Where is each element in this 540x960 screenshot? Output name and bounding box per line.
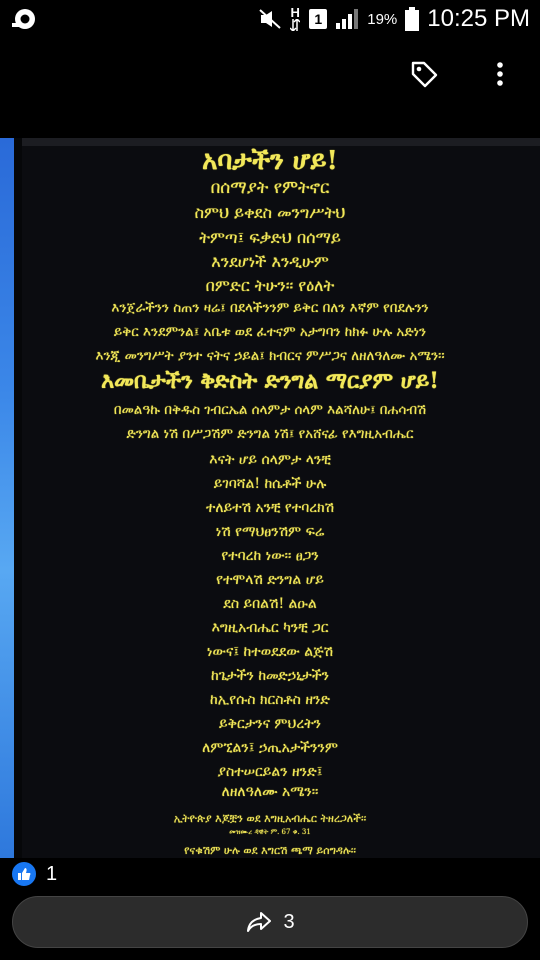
thumbs-up-icon xyxy=(17,867,31,881)
prayer-line: ትምጣ፤ ፍቃድህ በሰማይ xyxy=(199,228,341,247)
prayer-line: ደስ ይበልሽ! ልዑል xyxy=(223,596,317,612)
bible-quote-cut: የናቁሽም ሁሉ ወደ እግርሽ ጫማ ይሰግዳሉ፡፡ xyxy=(184,844,356,857)
prayer-line: ድንግል ነሽ በሥጋሽም ድንግል ነሽ፤ የአሸናፊ የእግዚአብሔር xyxy=(126,426,414,442)
prayer-line: የተሞላሽ ድንግል ሆይ xyxy=(216,572,324,588)
more-options-button[interactable] xyxy=(482,54,518,94)
prayer-line: በምድር ትሁን፡፡ የዕለት xyxy=(205,276,335,295)
status-bar xyxy=(0,0,540,38)
prayer-line: ይቅርታንና ምህረትን xyxy=(218,716,321,732)
prayer-line: ያስተሠርይልን ዘንድ፤ xyxy=(217,764,323,780)
prayer-line: እንጂ መንግሥት ያንተ ናትና ኃይል፤ ክብርና ምሥጋና ለዘለዓለሙ አሜን፡፡ xyxy=(95,348,445,364)
mute-icon xyxy=(259,9,281,29)
prayer-line: ይቅር እንደምንል፤ አቤቱ ወደ ፈተናም አታግባን ከክፉ ሁሉ አድነን xyxy=(113,324,427,340)
prayer-line: ለምኚልን፤ ኃጢአታችንንም xyxy=(202,740,338,756)
like-summary[interactable] xyxy=(10,860,57,888)
battery-icon xyxy=(405,7,419,31)
prayer-line: ከጌታችን ከመድኃኒታችን xyxy=(211,668,329,684)
prayer-title: እመቤታችን ቅድስት ድንግል ማርያም ሆይ! xyxy=(101,368,439,394)
photo-toolbar xyxy=(0,38,540,138)
like-badge xyxy=(10,860,38,888)
signal-icon xyxy=(335,9,359,29)
photo-image[interactable] xyxy=(0,138,540,858)
data-transfer-icon xyxy=(290,19,300,31)
more-vert-icon xyxy=(482,54,518,94)
prayer-line: ነሽ የማህፀንሽም ፍሬ xyxy=(215,524,325,540)
battery-percent: 19% xyxy=(367,10,398,28)
app-notification-icon xyxy=(12,7,38,31)
share-count: 3 xyxy=(283,910,295,933)
bible-quote: ኢትዮጵያ እጆቿን ወደ እግዚአብሔር ትዘረጋለች፡፡ xyxy=(173,812,367,825)
share-button[interactable] xyxy=(12,896,528,948)
prayer-line: ለዘለዓለሙ አሜን፡፡ xyxy=(221,784,319,800)
prayer-title: አባታችን ሆይ! xyxy=(202,146,338,176)
tag-icon xyxy=(404,54,444,94)
prayer-line: የተባረከ ነው፡፡ ፀጋን xyxy=(221,548,319,564)
tag-photo-button[interactable] xyxy=(404,54,444,94)
prayer-line: ተለይተሽ አንቺ የተባረክሽ xyxy=(205,500,335,516)
prayer-line: ስምህ ይቀደስ መንግሥትህ xyxy=(194,203,346,222)
share-icon xyxy=(245,910,273,934)
sim-slot-badge: 1 xyxy=(309,9,327,29)
prayer-line: በሰማያት የምትኖር xyxy=(210,178,330,198)
prayer-line: ይገባሻል! ከሴቶች ሁሉ xyxy=(213,476,327,492)
prayer-line: ነውና፤ ከተወደደው ልጅሽ xyxy=(206,644,334,660)
bible-reference: መዝሙረ ዳዊት ም. 67 ቁ. 31 xyxy=(229,828,311,836)
prayer-poster xyxy=(0,138,540,858)
prayer-line: እግዚአብሔር ካንቺ ጋር xyxy=(211,620,329,636)
network-type-label: H xyxy=(290,5,300,20)
prayer-line: ከኢየሱስ ክርስቶስ ዘንድ xyxy=(210,692,330,708)
prayer-line: እንጀራችንን ስጠን ዛሬ፤ በደላችንንም ይቅር በለን እኛም የበደሉንን xyxy=(111,300,429,316)
prayer-line: እንደሆነች እንዲሁም xyxy=(211,252,329,271)
like-count: 1 xyxy=(46,862,58,885)
clock: 10:25 PM xyxy=(427,5,530,32)
prayer-line: እናት ሆይ ሰላምታ ላንቺ xyxy=(209,452,331,468)
prayer-line: በመልዓኩ በቅዱስ ገብርኤል ሰላምታ ሰላም እልሻለሁ፤ በሐሳብሽ xyxy=(113,402,427,418)
